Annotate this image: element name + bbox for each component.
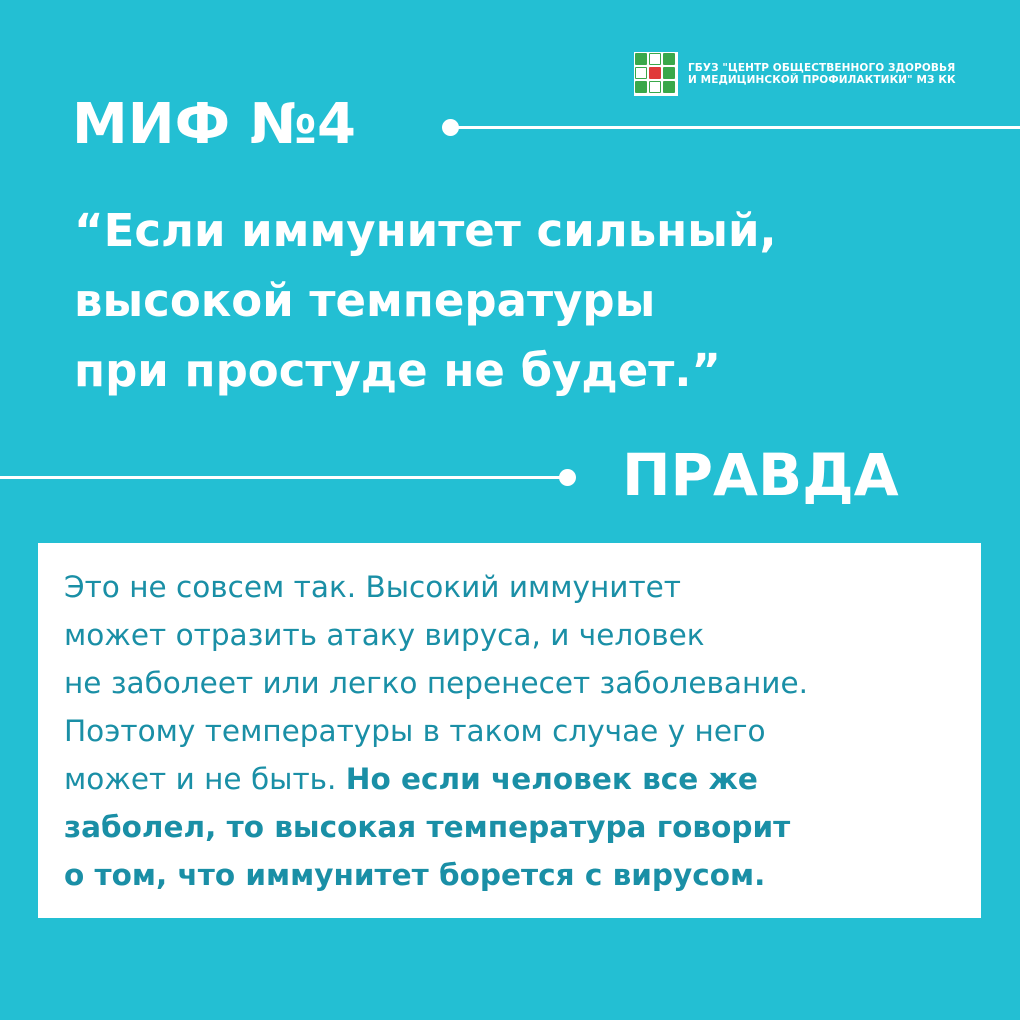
explanation-line-6: заболел, то высокая температура говорит bbox=[64, 810, 791, 844]
explanation-line-2: может отразить атаку вируса, и человек bbox=[64, 618, 705, 652]
org-logo bbox=[634, 52, 956, 96]
myth-line-2: высокой температуры bbox=[74, 274, 656, 327]
health-center-logo-icon bbox=[634, 52, 678, 96]
org-name-line2: И МЕДИЦИНСКОЙ ПРОФИЛАКТИКИ" МЗ КК bbox=[688, 74, 956, 86]
explanation-line-7: о том, что иммунитет борется с вирусом. bbox=[64, 858, 766, 892]
explanation-line-3: не заболеет или легко перенесет заболевание. bbox=[64, 666, 808, 700]
explanation-line-1: Это не совсем так. Высокий иммунитет bbox=[64, 570, 681, 604]
explanation-line-4: Поэтому температуры в таком случае у него bbox=[64, 714, 766, 748]
myth-quote bbox=[74, 196, 974, 406]
explanation-card bbox=[38, 543, 981, 918]
org-name bbox=[688, 62, 956, 86]
explanation-text bbox=[64, 563, 964, 899]
myth-line-3: при простуде не будет.” bbox=[74, 344, 721, 397]
divider-line-top bbox=[450, 126, 1020, 129]
org-name-line1: ГБУЗ "ЦЕНТР ОБЩЕСТВЕННОГО ЗДОРОВЬЯ bbox=[688, 62, 956, 74]
divider-line-bottom bbox=[0, 476, 568, 479]
myth-line-1: “Если иммунитет сильный, bbox=[74, 204, 777, 257]
page-title: МИФ №4 bbox=[72, 92, 356, 157]
explanation-line-5 bbox=[64, 755, 964, 803]
divider-dot-bottom bbox=[559, 469, 576, 486]
explanation-line-5-regular: может и не быть. bbox=[64, 762, 346, 796]
explanation-line-5-bold: Но если человек все же bbox=[345, 762, 758, 796]
verdict-label: ПРАВДА bbox=[622, 441, 899, 509]
